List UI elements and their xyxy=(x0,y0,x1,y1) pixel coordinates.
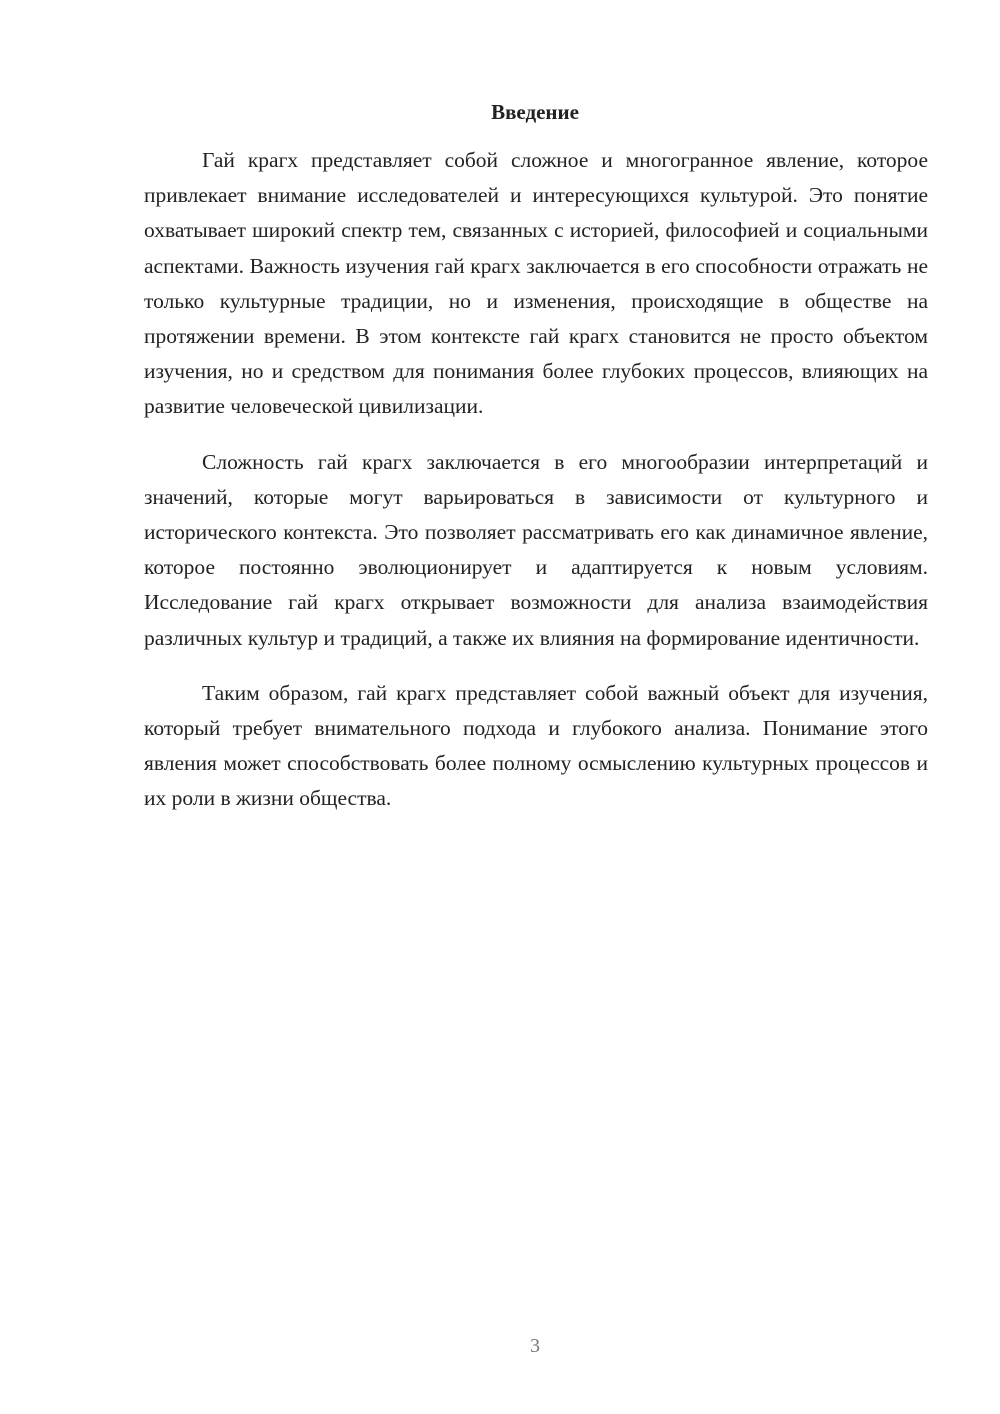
paragraph-2: Сложность гай крагх заключается в его многообразии интерпретаций и значений, которые могут варьироваться в зависимости от культурного и исторического контекста. Это позволяет рассматривать его как динамичное явление, которое постоянно эволюционирует и адаптируется к новым условиям. Исследование гай крагх открывает возможности для анализа взаимодействия различных культур и традиций, а также их влияния на формирование идентичности. xyxy=(144,449,928,650)
page-number: 3 xyxy=(530,1335,540,1357)
section-title: Введение xyxy=(491,100,579,124)
paragraph-1: Гай крагх представляет собой сложное и многогранное явление, которое привлекает внимание исследователей и интересующихся культурой. Это понятие охватывает широкий спектр тем, связанных с историей, философией и социальными аспектами. Важность изучения гай крагх заключается в его способности отражать не только культурные традиции, но и изменения, происходящие в обществе на протяжении времени. В этом контексте гай крагх становится не просто объектом изучения, но и средством для понимания более глубоких процессов, влияющих на развитие человеческой цивилизации. xyxy=(144,148,928,419)
body-text xyxy=(144,143,928,817)
paragraph-3: Таким образом, гай крагх представляет собой важный объект для изучения, который требует внимательного подхода и глубокого анализа. Понимание этого явления может способствовать более полному осмыслению культурных процессов и их роли в жизни общества. xyxy=(144,680,928,811)
